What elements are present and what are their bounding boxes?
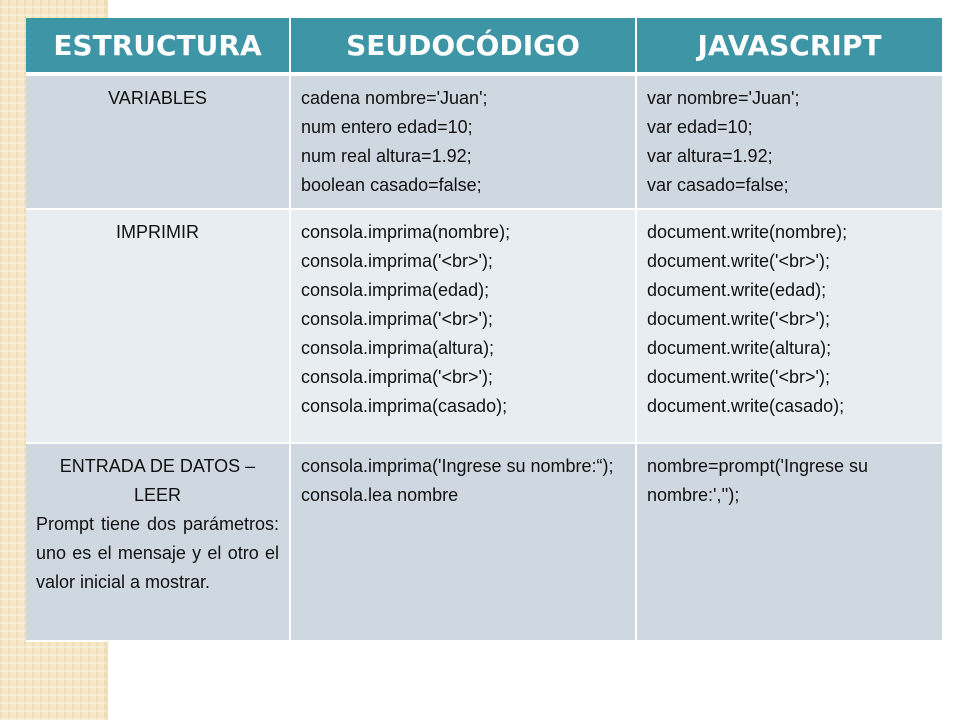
table-row-imprimir xyxy=(26,209,942,443)
cell-label-variables: VARIABLES xyxy=(26,74,290,209)
comparison-table xyxy=(26,18,942,642)
table-row-variables xyxy=(26,74,942,209)
entrada-datos-note: Prompt tiene dos parámetros: uno es el mensaje y el otro el valor inicial a mostrar. xyxy=(36,514,279,592)
cell-label-entrada-datos xyxy=(26,443,290,641)
header-javascript: JAVASCRIPT xyxy=(636,18,942,74)
pseudo-line: consola.lea nombre xyxy=(301,485,459,505)
js-line: document.write('<br>'); xyxy=(647,367,830,387)
cell-pseudo-imprimir xyxy=(290,209,636,443)
pseudo-line: num entero edad=10; xyxy=(301,117,473,137)
pseudo-line: consola.imprima('Ingrese su nombre:“); xyxy=(301,456,614,476)
pseudo-line: num real altura=1.92; xyxy=(301,146,472,166)
pseudo-line: consola.imprima('<br>'); xyxy=(301,309,493,329)
js-line: document.write('<br>'); xyxy=(647,309,830,329)
entrada-datos-title: ENTRADA DE DATOS – LEER xyxy=(59,456,256,505)
js-line: var casado=false; xyxy=(647,175,789,195)
js-line: nombre=prompt('Ingrese su nombre:',''); xyxy=(647,456,869,505)
cell-pseudo-variables xyxy=(290,74,636,209)
js-line: document.write(edad); xyxy=(647,280,827,300)
js-line: document.write('<br>'); xyxy=(647,251,830,271)
js-line: document.write(nombre); xyxy=(647,222,848,242)
cell-js-variables xyxy=(636,74,942,209)
pseudo-line: consola.imprima(edad); xyxy=(301,280,490,300)
table-header-row xyxy=(26,18,942,74)
cell-label-imprimir: IMPRIMIR xyxy=(26,209,290,443)
pseudo-line: cadena nombre='Juan'; xyxy=(301,88,488,108)
js-line: document.write(casado); xyxy=(647,396,845,416)
cell-js-imprimir xyxy=(636,209,942,443)
js-line: var altura=1.92; xyxy=(647,146,773,166)
header-estructura: ESTRUCTURA xyxy=(26,18,290,74)
pseudo-line: consola.imprima('<br>'); xyxy=(301,367,493,387)
pseudo-line: consola.imprima(casado); xyxy=(301,396,508,416)
cell-pseudo-entrada-datos xyxy=(290,443,636,641)
js-line: document.write(altura); xyxy=(647,338,832,358)
pseudo-line: consola.imprima('<br>'); xyxy=(301,251,493,271)
pseudo-line: boolean casado=false; xyxy=(301,175,482,195)
js-line: var edad=10; xyxy=(647,117,753,137)
header-seudocodigo: SEUDOCÓDIGO xyxy=(290,18,636,74)
cell-js-entrada-datos xyxy=(636,443,942,641)
pseudo-line: consola.imprima(altura); xyxy=(301,338,495,358)
table-row-entrada-datos xyxy=(26,443,942,641)
pseudo-line: consola.imprima(nombre); xyxy=(301,222,511,242)
js-line: var nombre='Juan'; xyxy=(647,88,800,108)
comparison-table-container xyxy=(26,18,942,642)
